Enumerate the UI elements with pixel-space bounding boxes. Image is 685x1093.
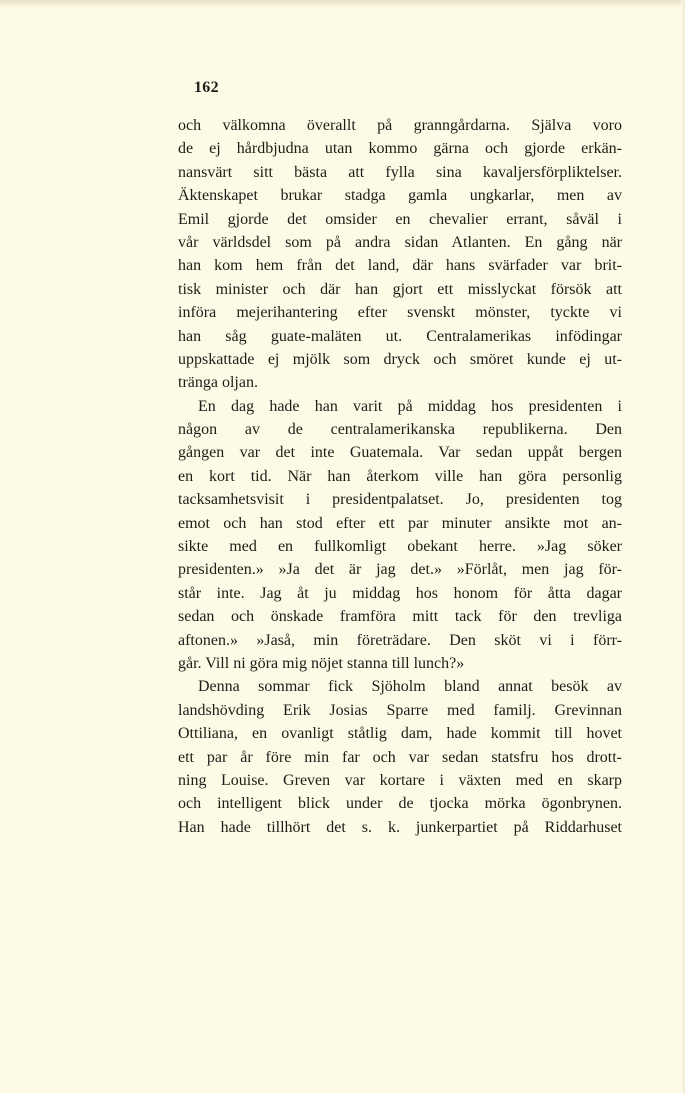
body-text — [178, 114, 622, 839]
text-line: presidenten.» »Ja det är jag det.» »Förlåt, men jag för- — [178, 561, 622, 579]
text-line: införa mejerihantering efter svenskt mönster, tyckte vi — [178, 304, 622, 322]
text-line: landshövding Erik Josias Sparre med familj. Grevinnan — [178, 701, 622, 719]
text-line: aftonen.» »Jaså, min företrädare. Den sköt vi i förr- — [178, 631, 622, 649]
text-line: och välkomna överallt på granngårdarna. Själva voro — [178, 117, 622, 134]
text-line: Äktenskapet brukar stadga gamla ungkarlar, men av — [178, 187, 622, 205]
text-line: en kort tid. När han återkom ville han göra personlig — [178, 467, 622, 485]
text-line: han kom hem från det land, där hans svärfader var brit- — [178, 257, 622, 275]
text-line: Ottiliana, en ovanligt ståtlig dam, hade kommit till hovet — [178, 725, 622, 743]
text-line: uppskattade ej mjölk som dryck och smöret kunde ej ut- — [178, 350, 622, 368]
text-line: ning Louise. Greven var kortare i växten med en skarp — [178, 771, 622, 789]
text-line: tisk minister och där han gjort ett misslyckat försök att — [178, 280, 622, 298]
text-line: Han hade tillhört det s. k. junkerpartiet på Riddarhuset — [178, 818, 622, 836]
page-right-edge — [681, 0, 685, 1093]
text-line: tränga oljan. — [178, 374, 258, 392]
text-line: någon av de centralamerikanska republikerna. Den — [178, 421, 622, 439]
text-line: nansvärt sitt bästa att fylla sina kavaljersförpliktelser. — [178, 163, 622, 181]
text-line: vår världsdel som på andra sidan Atlanten. En gång när — [178, 233, 622, 251]
text-line: och intelligent blick under de tjocka mörka ögonbrynen. — [178, 795, 622, 813]
text-line: Emil gjorde det omsider en chevalier errant, såväl i — [178, 210, 622, 228]
page-top-edge — [0, 0, 685, 8]
text-line: emot och han stod efter ett par minuter ansikte mot an- — [178, 514, 622, 532]
text-line: tacksamhetsvisit i presidentpalatset. Jo, presidenten tog — [178, 491, 622, 509]
text-line: de ej hårdbjudna utan kommo gärna och gjorde erkän- — [178, 140, 622, 158]
text-line: sikte med en fullkomligt obekant herre. »Jag söker — [178, 538, 622, 556]
text-line: gången var det inte Guatemala. Var sedan uppåt bergen — [178, 444, 622, 462]
text-line: står inte. Jag åt ju middag hos honom för åtta dagar — [178, 584, 622, 602]
text-line: En dag hade han varit på middag hos presidenten i — [198, 397, 622, 415]
text-line: Denna sommar fick Sjöholm bland annat besök av — [198, 678, 622, 696]
text-line: han såg guate-maläten ut. Centralamerikas infödingar — [178, 327, 622, 345]
text-line: ett par år före min far och var sedan statsfru hos drott- — [178, 748, 622, 766]
text-line: går. Vill ni göra mig nöjet stanna till lunch?» — [178, 654, 465, 672]
text-line: sedan och önskade framföra mitt tack för den trevliga — [178, 608, 622, 626]
page-number: 162 — [194, 79, 219, 96]
